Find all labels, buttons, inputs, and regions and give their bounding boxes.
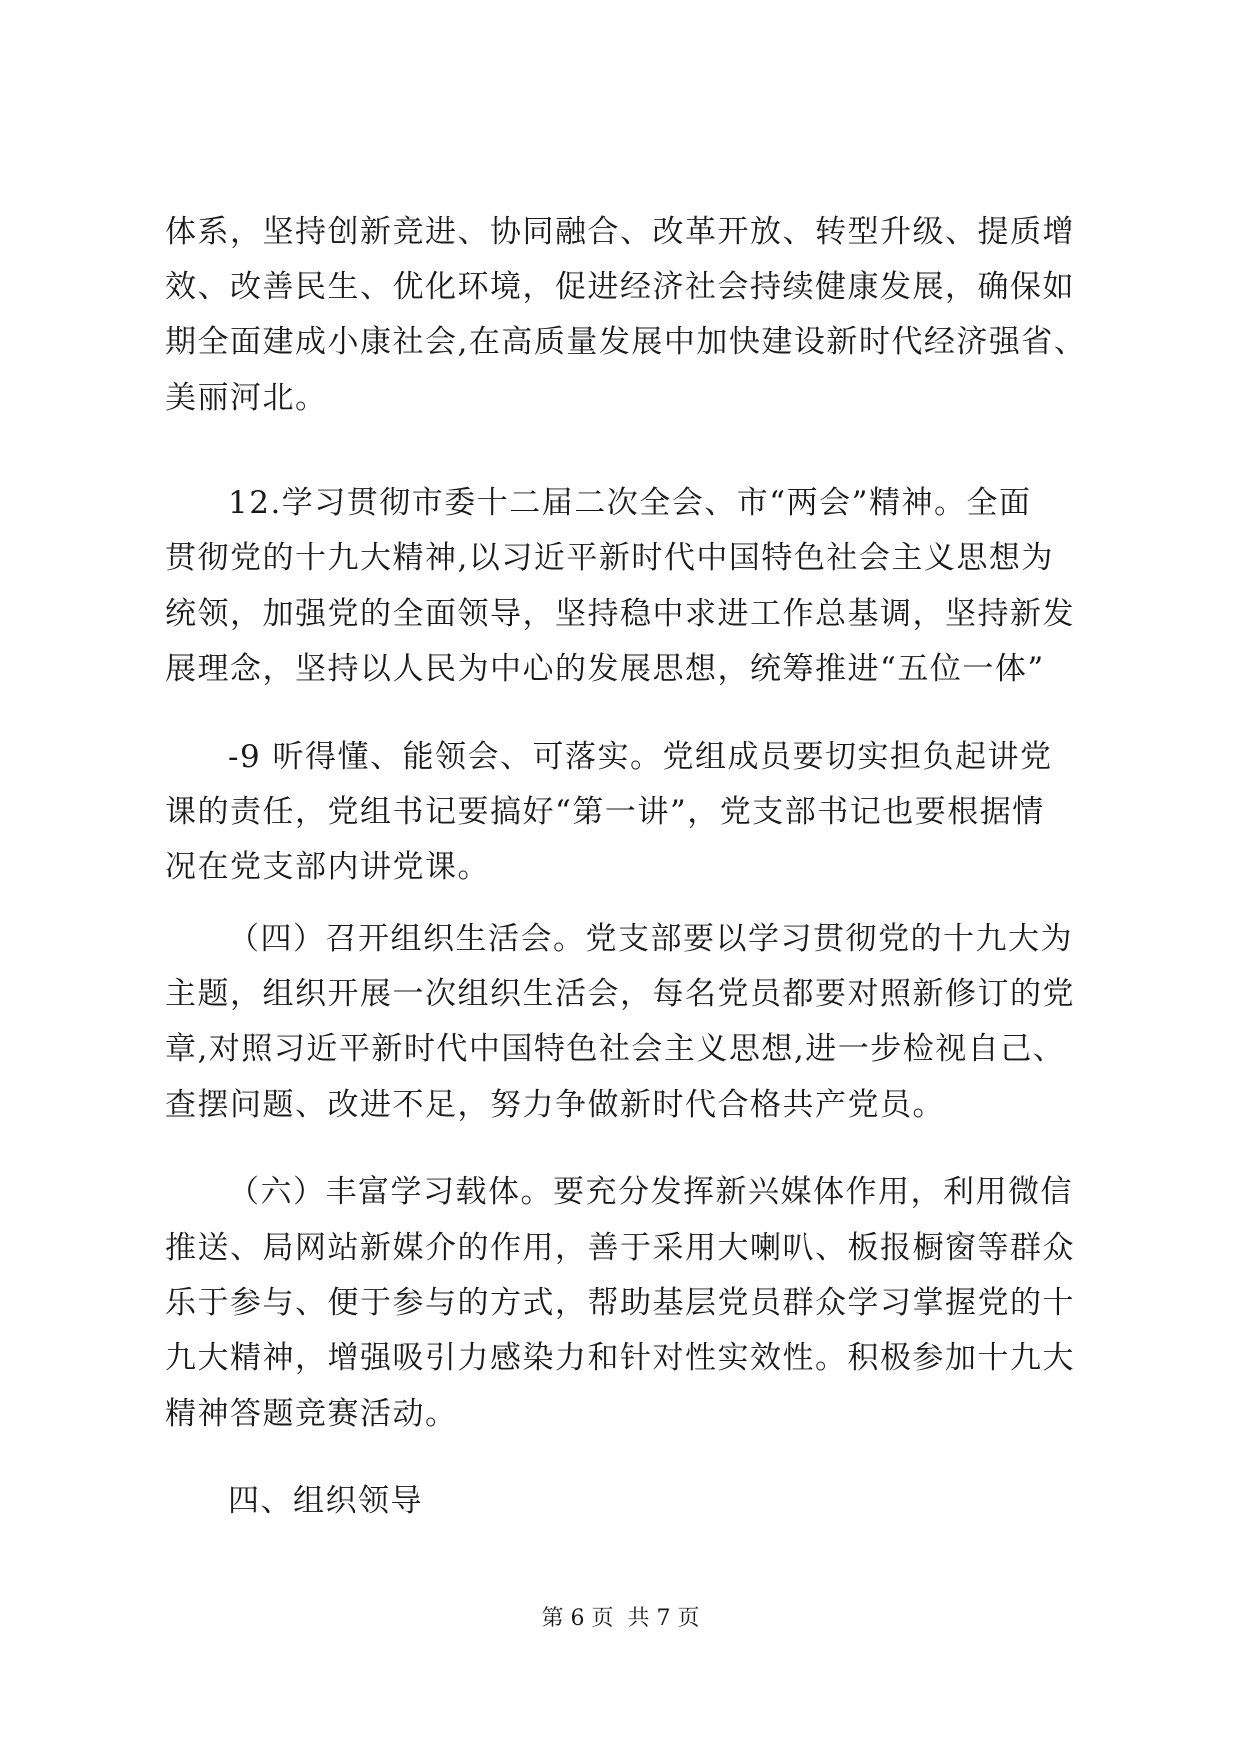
text-line: 九大精神，增强吸引力感染力和针对性实效性。积极参加十九大: [165, 1340, 1075, 1376]
text-line: 统领，加强党的全面领导，坚持稳中求进工作总基调，坚持新发: [165, 596, 1075, 632]
text-line: 期全面建成小康社会,在高质量发展中加快建设新时代经济强省、: [165, 324, 1087, 360]
page-footer: 第 6 页 共 7 页: [541, 1606, 700, 1631]
text-line: 课的责任，党组书记要搞好“第一讲”，党支部书记也要根据情: [165, 794, 1045, 830]
text-line: 展理念，坚持以人民为中心的发展思想，统筹推进“五位一体”: [165, 651, 1045, 687]
text-line: 推送、局网站新媒介的作用，善于采用大喇叭、板报橱窗等群众: [165, 1230, 1075, 1266]
text-line: 查摆问题、改进不足，努力争做新时代合格共产党员。: [165, 1087, 945, 1123]
text-line: 精神答题竞赛活动。: [165, 1396, 458, 1432]
text-line: 况在党支部内讲党课。: [165, 849, 490, 885]
text-line: 美丽河北。: [165, 380, 328, 416]
text-line: 效、改善民生、优化环境，促进经济社会持续健康发展，确保如: [165, 269, 1075, 305]
paragraph-12-start: 12.学习贯彻市委十二届二次全会、市“两会”精神。全面: [228, 485, 1032, 521]
text-line: 贯彻党的十九大精神,以习近平新时代中国特色社会主义思想为: [165, 540, 1054, 576]
section-six-heading: （六）丰富学习载体。要充分发挥新兴媒体作用，利用微信: [228, 1174, 1073, 1210]
section-four-heading: （四）召开组织生活会。党支部要以学习贯彻党的十九大为: [228, 921, 1073, 957]
text-line: 主题，组织开展一次组织生活会，每名党员都要对照新修订的党: [165, 976, 1075, 1012]
text-line: 体系，坚持创新竞进、协同融合、改革开放、转型升级、提质增: [165, 214, 1075, 250]
text-line: -9 听得懂、能领会、可落实。党组成员要切实担负起讲党: [228, 739, 1053, 775]
text-line: 乐于参与、便于参与的方式，帮助基层党员群众学习掌握党的十: [165, 1285, 1075, 1321]
section-heading-organization: 四、组织领导: [228, 1483, 423, 1519]
text-line: 章,对照习近平新时代中国特色社会主义思想,进一步检视自己、: [165, 1031, 1066, 1067]
